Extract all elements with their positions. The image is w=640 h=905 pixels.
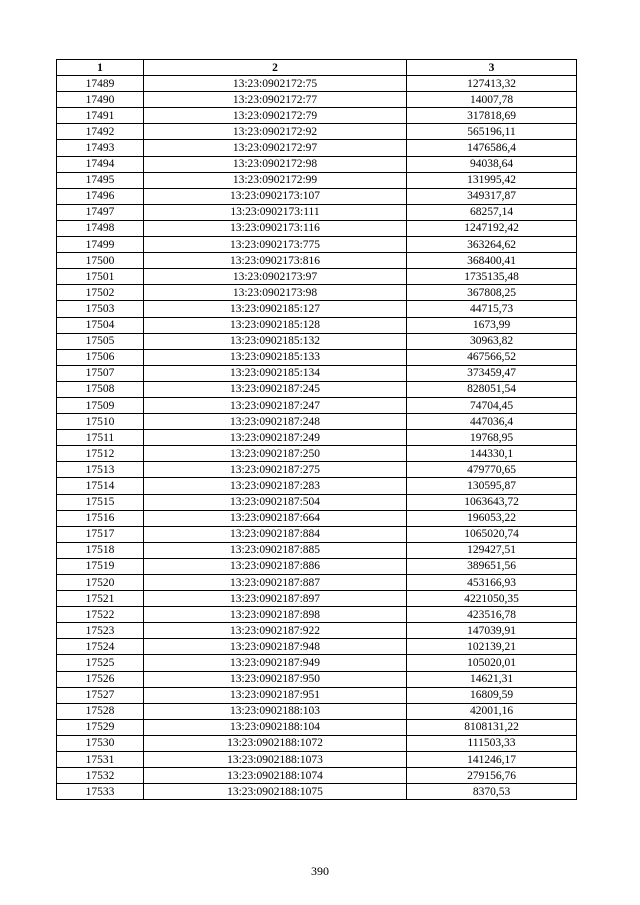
value-cell: 317818,69 xyxy=(407,108,577,124)
table-row xyxy=(57,349,577,365)
table-row xyxy=(57,172,577,188)
row-number-cell: 17508 xyxy=(57,381,144,397)
cadastral-number-cell: 13:23:0902187:886 xyxy=(144,558,407,574)
row-number-cell: 17520 xyxy=(57,575,144,591)
cadastral-number-cell: 13:23:0902188:1074 xyxy=(144,768,407,784)
row-number-cell: 17529 xyxy=(57,719,144,735)
row-number-cell: 17489 xyxy=(57,76,144,92)
table-row xyxy=(57,752,577,768)
row-number-cell: 17491 xyxy=(57,108,144,124)
row-number-cell: 17525 xyxy=(57,655,144,671)
table-row xyxy=(57,397,577,413)
value-cell: 1063643,72 xyxy=(407,494,577,510)
table-body xyxy=(57,76,577,800)
row-number-cell: 17497 xyxy=(57,204,144,220)
value-cell: 4221050,35 xyxy=(407,591,577,607)
table-row xyxy=(57,381,577,397)
table-row xyxy=(57,558,577,574)
value-cell: 14621,31 xyxy=(407,671,577,687)
value-cell: 363264,62 xyxy=(407,237,577,253)
value-cell: 373459,47 xyxy=(407,365,577,381)
table-row xyxy=(57,735,577,751)
column-header-1: 1 xyxy=(57,60,144,76)
table-row xyxy=(57,92,577,108)
cadastral-number-cell: 13:23:0902173:775 xyxy=(144,237,407,253)
cadastral-number-cell: 13:23:0902172:97 xyxy=(144,140,407,156)
table-row xyxy=(57,671,577,687)
table-row xyxy=(57,478,577,494)
cadastral-number-cell: 13:23:0902173:116 xyxy=(144,220,407,236)
row-number-cell: 17516 xyxy=(57,510,144,526)
cadastral-number-cell: 13:23:0902172:98 xyxy=(144,156,407,172)
cadastral-number-cell: 13:23:0902187:948 xyxy=(144,639,407,655)
table-row xyxy=(57,719,577,735)
value-cell: 479770,65 xyxy=(407,462,577,478)
table-row xyxy=(57,430,577,446)
value-cell: 349317,87 xyxy=(407,188,577,204)
table-row xyxy=(57,542,577,558)
value-cell: 94038,64 xyxy=(407,156,577,172)
value-cell: 141246,17 xyxy=(407,752,577,768)
table-row xyxy=(57,220,577,236)
cadastral-number-cell: 13:23:0902173:816 xyxy=(144,253,407,269)
row-number-cell: 17512 xyxy=(57,446,144,462)
table-row xyxy=(57,687,577,703)
value-cell: 453166,93 xyxy=(407,575,577,591)
value-cell: 127413,32 xyxy=(407,76,577,92)
cadastral-number-cell: 13:23:0902187:884 xyxy=(144,526,407,542)
cadastral-number-cell: 13:23:0902188:104 xyxy=(144,719,407,735)
row-number-cell: 17506 xyxy=(57,349,144,365)
table-row xyxy=(57,446,577,462)
cadastral-number-cell: 13:23:0902187:248 xyxy=(144,414,407,430)
table-row xyxy=(57,768,577,784)
table-row xyxy=(57,703,577,719)
cadastral-number-cell: 13:23:0902173:111 xyxy=(144,204,407,220)
table-row xyxy=(57,414,577,430)
cadastral-number-cell: 13:23:0902185:132 xyxy=(144,333,407,349)
cadastral-number-cell: 13:23:0902187:664 xyxy=(144,510,407,526)
value-cell: 8370,53 xyxy=(407,784,577,800)
row-number-cell: 17498 xyxy=(57,220,144,236)
value-cell: 68257,14 xyxy=(407,204,577,220)
cadastral-number-cell: 13:23:0902185:134 xyxy=(144,365,407,381)
row-number-cell: 17521 xyxy=(57,591,144,607)
value-cell: 147039,91 xyxy=(407,623,577,639)
cadastral-number-cell: 13:23:0902187:897 xyxy=(144,591,407,607)
table-row xyxy=(57,188,577,204)
cadastral-number-cell: 13:23:0902187:950 xyxy=(144,671,407,687)
cadastral-number-cell: 13:23:0902187:887 xyxy=(144,575,407,591)
row-number-cell: 17501 xyxy=(57,269,144,285)
row-number-cell: 17517 xyxy=(57,526,144,542)
value-cell: 367808,25 xyxy=(407,285,577,301)
value-cell: 130595,87 xyxy=(407,478,577,494)
table-row xyxy=(57,655,577,671)
cadastral-number-cell: 13:23:0902187:283 xyxy=(144,478,407,494)
value-cell: 467566,52 xyxy=(407,349,577,365)
table-row xyxy=(57,301,577,317)
value-cell: 102139,21 xyxy=(407,639,577,655)
value-cell: 8108131,22 xyxy=(407,719,577,735)
table-row xyxy=(57,575,577,591)
row-number-cell: 17532 xyxy=(57,768,144,784)
table-row xyxy=(57,510,577,526)
cadastral-number-cell: 13:23:0902172:77 xyxy=(144,92,407,108)
data-table xyxy=(56,59,577,800)
table-row xyxy=(57,365,577,381)
cadastral-number-cell: 13:23:0902172:99 xyxy=(144,172,407,188)
table-row xyxy=(57,140,577,156)
value-cell: 1673,99 xyxy=(407,317,577,333)
value-cell: 389651,56 xyxy=(407,558,577,574)
row-number-cell: 17507 xyxy=(57,365,144,381)
cadastral-number-cell: 13:23:0902188:1075 xyxy=(144,784,407,800)
row-number-cell: 17531 xyxy=(57,752,144,768)
value-cell: 19768,95 xyxy=(407,430,577,446)
row-number-cell: 17526 xyxy=(57,671,144,687)
value-cell: 44715,73 xyxy=(407,301,577,317)
row-number-cell: 17533 xyxy=(57,784,144,800)
cadastral-number-cell: 13:23:0902187:250 xyxy=(144,446,407,462)
cadastral-number-cell: 13:23:0902172:75 xyxy=(144,76,407,92)
cadastral-number-cell: 13:23:0902185:127 xyxy=(144,301,407,317)
value-cell: 131995,42 xyxy=(407,172,577,188)
cadastral-number-cell: 13:23:0902185:133 xyxy=(144,349,407,365)
value-cell: 16809,59 xyxy=(407,687,577,703)
table-row xyxy=(57,526,577,542)
table-row xyxy=(57,156,577,172)
cadastral-number-cell: 13:23:0902173:107 xyxy=(144,188,407,204)
table-row xyxy=(57,623,577,639)
value-cell: 1476586,4 xyxy=(407,140,577,156)
value-cell: 30963,82 xyxy=(407,333,577,349)
row-number-cell: 17495 xyxy=(57,172,144,188)
table-row xyxy=(57,204,577,220)
table-header xyxy=(57,60,577,76)
value-cell: 129427,51 xyxy=(407,542,577,558)
row-number-cell: 17494 xyxy=(57,156,144,172)
table-row xyxy=(57,494,577,510)
row-number-cell: 17514 xyxy=(57,478,144,494)
cadastral-number-cell: 13:23:0902185:128 xyxy=(144,317,407,333)
table-row xyxy=(57,462,577,478)
row-number-cell: 17518 xyxy=(57,542,144,558)
page-number: 390 xyxy=(311,864,329,878)
cadastral-number-cell: 13:23:0902187:885 xyxy=(144,542,407,558)
row-number-cell: 17513 xyxy=(57,462,144,478)
cadastral-number-cell: 13:23:0902187:898 xyxy=(144,607,407,623)
cadastral-number-cell: 13:23:0902187:275 xyxy=(144,462,407,478)
value-cell: 74704,45 xyxy=(407,397,577,413)
table-row xyxy=(57,639,577,655)
cadastral-number-cell: 13:23:0902187:504 xyxy=(144,494,407,510)
value-cell: 828051,54 xyxy=(407,381,577,397)
table-row xyxy=(57,76,577,92)
cadastral-number-cell: 13:23:0902188:1073 xyxy=(144,752,407,768)
value-cell: 111503,33 xyxy=(407,735,577,751)
row-number-cell: 17504 xyxy=(57,317,144,333)
value-cell: 565196,11 xyxy=(407,124,577,140)
cadastral-number-cell: 13:23:0902187:247 xyxy=(144,397,407,413)
table-row xyxy=(57,591,577,607)
row-number-cell: 17527 xyxy=(57,687,144,703)
value-cell: 105020,01 xyxy=(407,655,577,671)
value-cell: 196053,22 xyxy=(407,510,577,526)
row-number-cell: 17493 xyxy=(57,140,144,156)
row-number-cell: 17528 xyxy=(57,703,144,719)
table-row xyxy=(57,333,577,349)
table-row xyxy=(57,253,577,269)
row-number-cell: 17530 xyxy=(57,735,144,751)
table-row xyxy=(57,784,577,800)
value-cell: 447036,4 xyxy=(407,414,577,430)
table-row xyxy=(57,124,577,140)
cadastral-number-cell: 13:23:0902172:79 xyxy=(144,108,407,124)
cadastral-number-cell: 13:23:0902187:249 xyxy=(144,430,407,446)
row-number-cell: 17509 xyxy=(57,397,144,413)
cadastral-number-cell: 13:23:0902187:245 xyxy=(144,381,407,397)
row-number-cell: 17500 xyxy=(57,253,144,269)
row-number-cell: 17510 xyxy=(57,414,144,430)
value-cell: 1065020,74 xyxy=(407,526,577,542)
value-cell: 1735135,48 xyxy=(407,269,577,285)
row-number-cell: 17496 xyxy=(57,188,144,204)
row-number-cell: 17519 xyxy=(57,558,144,574)
header-row xyxy=(57,60,577,76)
cadastral-number-cell: 13:23:0902188:103 xyxy=(144,703,407,719)
cadastral-number-cell: 13:23:0902188:1072 xyxy=(144,735,407,751)
cadastral-number-cell: 13:23:0902173:97 xyxy=(144,269,407,285)
table-row xyxy=(57,285,577,301)
table-row xyxy=(57,607,577,623)
column-header-3: 3 xyxy=(407,60,577,76)
row-number-cell: 17499 xyxy=(57,237,144,253)
table-row xyxy=(57,269,577,285)
table-row xyxy=(57,108,577,124)
row-number-cell: 17490 xyxy=(57,92,144,108)
row-number-cell: 17505 xyxy=(57,333,144,349)
row-number-cell: 17502 xyxy=(57,285,144,301)
cadastral-number-cell: 13:23:0902172:92 xyxy=(144,124,407,140)
row-number-cell: 17492 xyxy=(57,124,144,140)
row-number-cell: 17522 xyxy=(57,607,144,623)
row-number-cell: 17515 xyxy=(57,494,144,510)
cadastral-number-cell: 13:23:0902173:98 xyxy=(144,285,407,301)
value-cell: 1247192,42 xyxy=(407,220,577,236)
value-cell: 144330,1 xyxy=(407,446,577,462)
cadastral-number-cell: 13:23:0902187:949 xyxy=(144,655,407,671)
cadastral-number-cell: 13:23:0902187:951 xyxy=(144,687,407,703)
value-cell: 423516,78 xyxy=(407,607,577,623)
value-cell: 368400,41 xyxy=(407,253,577,269)
value-cell: 279156,76 xyxy=(407,768,577,784)
table-row xyxy=(57,237,577,253)
value-cell: 14007,78 xyxy=(407,92,577,108)
row-number-cell: 17503 xyxy=(57,301,144,317)
value-cell: 42001,16 xyxy=(407,703,577,719)
row-number-cell: 17511 xyxy=(57,430,144,446)
column-header-2: 2 xyxy=(144,60,407,76)
table-row xyxy=(57,317,577,333)
row-number-cell: 17523 xyxy=(57,623,144,639)
cadastral-number-cell: 13:23:0902187:922 xyxy=(144,623,407,639)
row-number-cell: 17524 xyxy=(57,639,144,655)
